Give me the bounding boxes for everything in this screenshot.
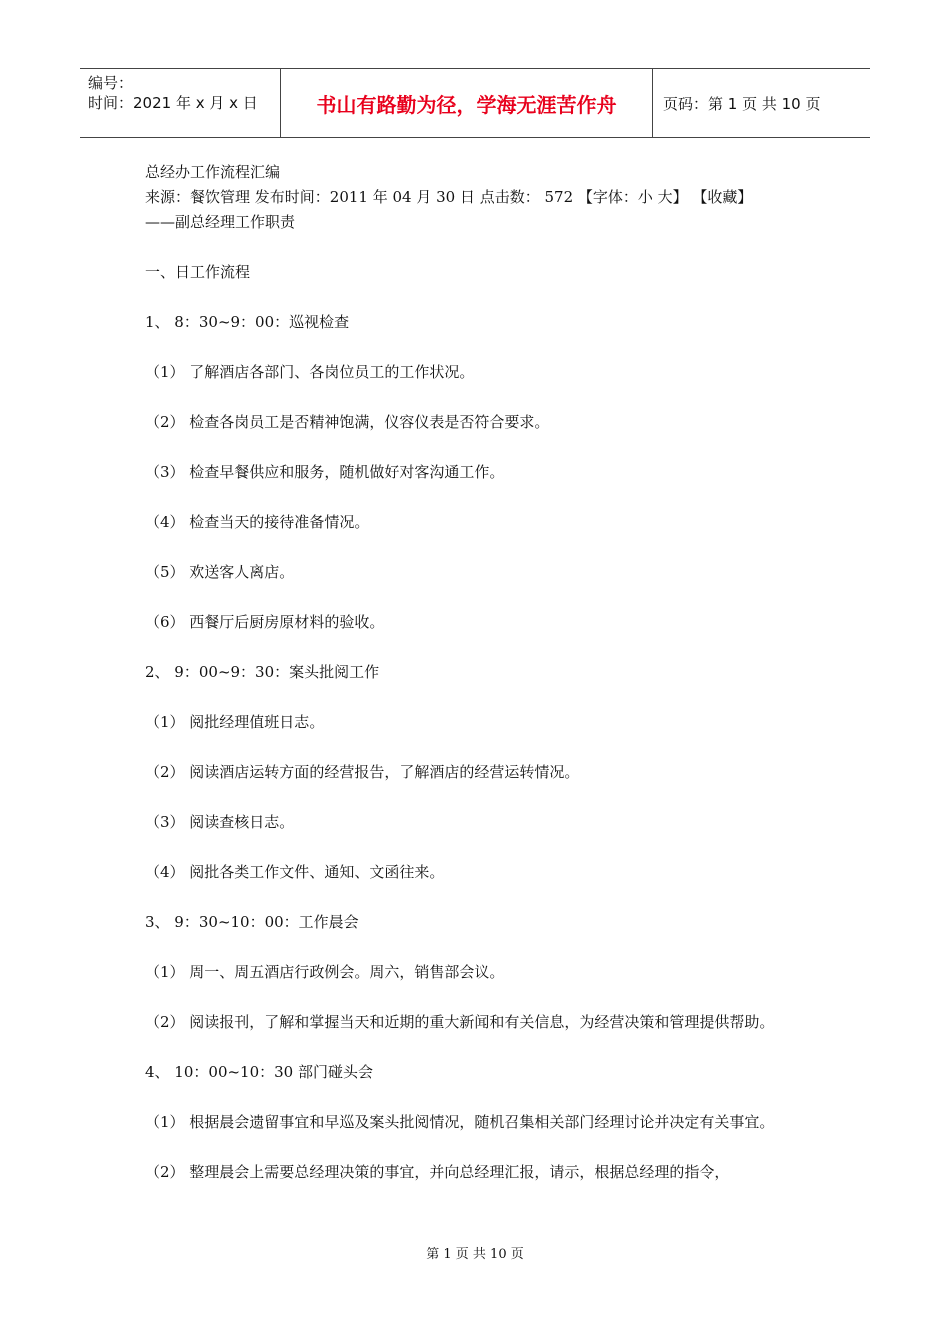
section-heading: 一、日工作流程 bbox=[145, 263, 251, 281]
header-motto: 书山有路勤为径，学海无涯苦作舟 bbox=[281, 69, 653, 137]
list-item: （2） 阅读酒店运转方面的经营报告，了解酒店的经营运转情况。 bbox=[145, 763, 580, 781]
page-footer bbox=[0, 1243, 950, 1262]
list-item: （2） 检查各岗员工是否精神饱满，仪容仪表是否符合要求。 bbox=[145, 413, 550, 431]
list-item: （1） 了解酒店各部门、各岗位员工的工作状况。 bbox=[145, 363, 475, 381]
header-table bbox=[80, 68, 870, 138]
list-item: （1） 阅批经理值班日志。 bbox=[145, 713, 325, 731]
list-item: （3） 阅读查核日志。 bbox=[145, 813, 295, 831]
list-item: （1） 根据晨会遗留事宜和早巡及案头批阅情况，随机召集相关部门经理讨论并决定有关事宜。 bbox=[145, 1113, 775, 1131]
list-item: （3） 检查早餐供应和服务，随机做好对客沟通工作。 bbox=[145, 463, 505, 481]
footer-page-number: 第 1 页 共 10 页 bbox=[426, 1247, 524, 1262]
list-item: （2） 阅读报刊，了解和掌握当天和近期的重大新闻和有关信息，为经营决策和管理提供帮助。 bbox=[145, 1013, 775, 1031]
document-body bbox=[145, 160, 815, 1185]
list-item: （4） 检查当天的接待准备情况。 bbox=[145, 513, 370, 531]
list-item: （4） 阅批各类工作文件、通知、文函往来。 bbox=[145, 863, 445, 881]
doc-meta: 来源：餐饮管理 发布时间：2011 年 04 月 30 日 点击数： 572 【字体：小 大】 【收藏】 bbox=[145, 188, 753, 206]
item-heading: 3、 9：30~10：00：工作晨会 bbox=[145, 913, 359, 931]
time-label: 时间：2021 年 x 月 x 日 bbox=[88, 94, 258, 112]
list-item: （1） 周一、周五酒店行政例会。周六，销售部会议。 bbox=[145, 963, 505, 981]
number-label: 编号： bbox=[88, 74, 134, 92]
list-item: （2） 整理晨会上需要总经理决策的事宜，并向总经理汇报，请示，根据总经理的指令， bbox=[145, 1163, 730, 1181]
doc-title: 总经办工作流程汇编 bbox=[145, 163, 281, 181]
header-page-info: 页码：第 1 页 共 10 页 bbox=[663, 94, 821, 113]
item-heading: 2、 9：00~9：30：案头批阅工作 bbox=[145, 663, 380, 681]
item-heading: 1、 8：30~9：00：巡视检查 bbox=[145, 313, 350, 331]
list-item: （5） 欢送客人离店。 bbox=[145, 563, 295, 581]
header-left-cell bbox=[80, 69, 281, 137]
item-heading: 4、 10：00~10：30 部门碰头会 bbox=[145, 1063, 373, 1081]
list-item: （6） 西餐厅后厨房原材料的验收。 bbox=[145, 613, 385, 631]
doc-subtitle: ——副总经理工作职责 bbox=[145, 213, 296, 231]
